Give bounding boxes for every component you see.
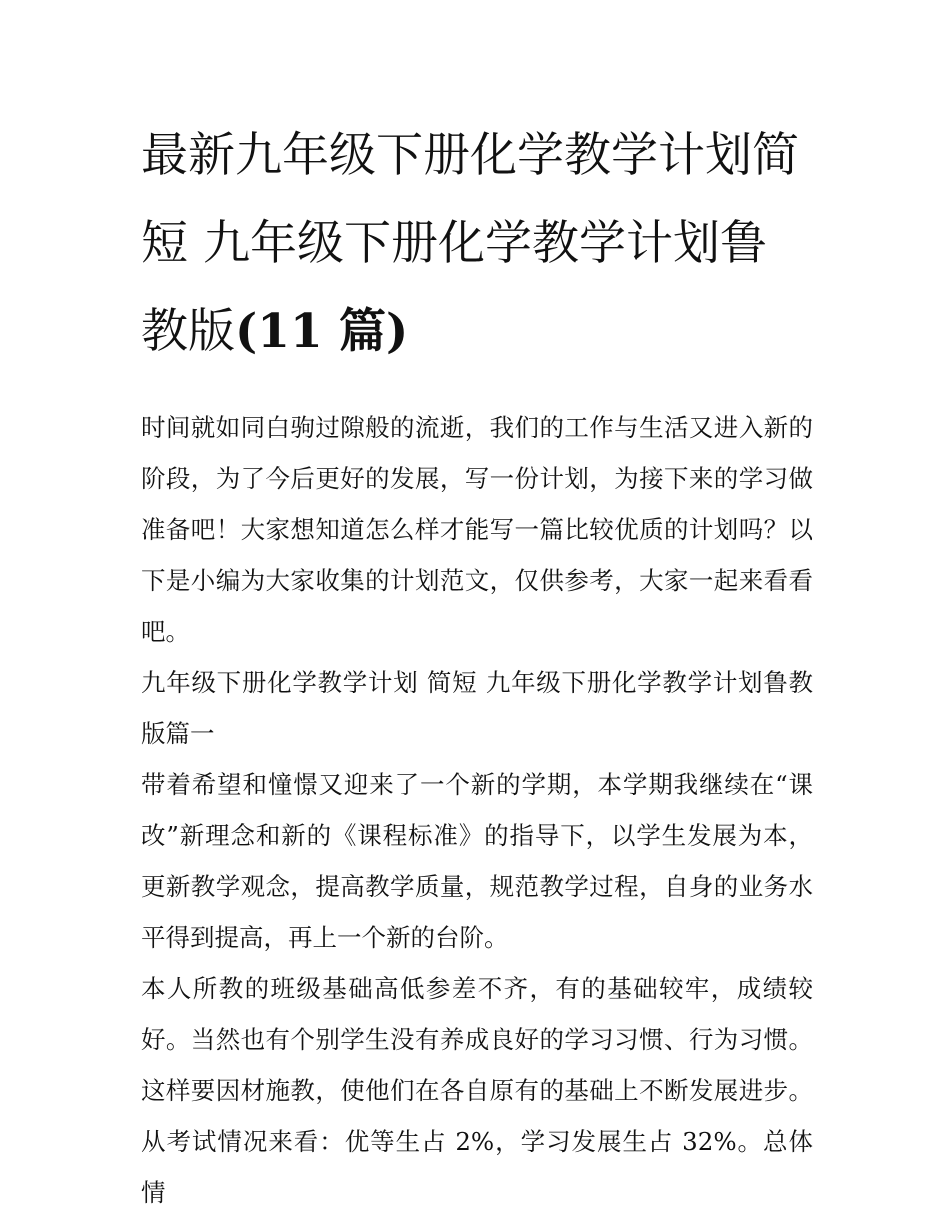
document-body	[141, 402, 813, 1218]
section-heading: 九年级下册化学教学计划 简短 九年级下册化学教学计划鲁教版篇一	[141, 668, 813, 748]
title-main: 最新九年级下册化学教学计划简短 九年级下册化学教学计划鲁教版	[141, 128, 799, 359]
intro-paragraph: 时间就如同白驹过隙般的流逝，我们的工作与生活又进入新的阶段，为了今后更好的发展，写一份计划，为接下来的学习做准备吧！大家想知道怎么样才能写一篇比较优质的计划吗？以下是小编为大家收集的计划范文，仅供参考，大家一起来看看吧。	[141, 413, 813, 646]
document-title	[141, 112, 813, 376]
document-page	[141, 112, 813, 1218]
body-paragraph: 本人所教的班级基础高低参差不齐，有的基础较牢，成绩较好。当然也有个别学生没有养成良好的学习习惯、行为习惯。这样要因材施教，使他们在各自原有的基础上不断发展进步。从考试情况来看：优等生占 2%，学习发展生占 32%。总体情	[141, 974, 813, 1207]
body-paragraph: 带着希望和憧憬又迎来了一个新的学期，本学期我继续在“课改”新理念和新的《课程标准》的指导下，以学生发展为本，更新教学观念，提高教学质量，规范教学过程，自身的业务水平得到提高，再上一个新的台阶。	[141, 770, 813, 952]
title-count: (11 篇)	[235, 304, 409, 359]
